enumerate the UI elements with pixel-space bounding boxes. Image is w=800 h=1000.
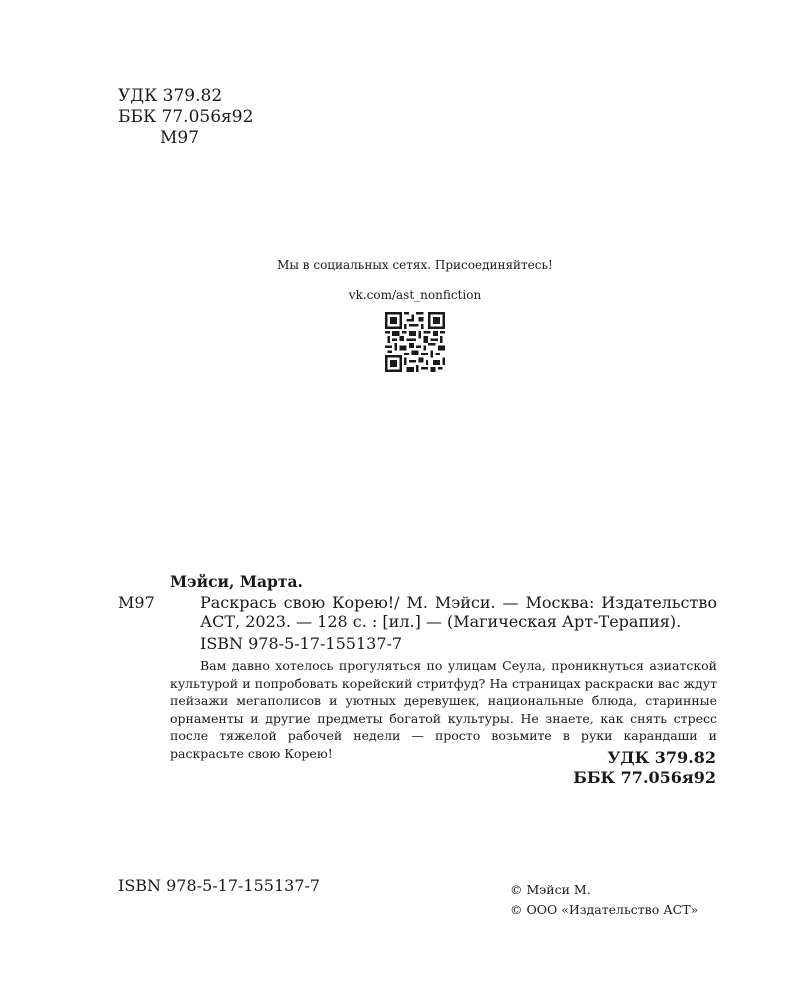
- classification-block: [118, 86, 253, 149]
- catalog-annotation: Вам давно хотелось прогуляться по улицам Сеула, проникнуться азиатской культурой и попробовать корейский стритфуд? На страницах раскраски вас ждут пейзажи мегаполисов и уютных деревушек, национальные блюда, старинные орнаменты и другие предметы богатой культуры. Не знаете, как снять стресс после тяжелой рабочей недели — просто возьмите в руки карандаши и раскрасьте свою Корею!: [170, 658, 717, 761]
- footer-isbn: ISBN 978-5-17-155137-7: [118, 876, 321, 895]
- author-sign: М97: [160, 128, 200, 148]
- copyright-block: [510, 880, 698, 920]
- catalog-title-line: Раскрась свою Корею!/ М. Мэйси. — Москва: Издательство АСТ, 2023. — 128 с. : [ил.] — (Магическая Арт-Терапия).: [200, 593, 717, 631]
- catalog-author-sign: М97: [118, 593, 155, 612]
- catalog-bbk: ББК 77.056я92: [573, 768, 716, 787]
- copyright-publisher: © ООО «Издательство АСТ»: [510, 902, 699, 917]
- catalog-udk: УДК 379.82: [607, 748, 716, 767]
- catalog-isbn: ISBN 978-5-17-155137-7: [200, 634, 403, 653]
- qr-code-icon[interactable]: [385, 312, 445, 372]
- catalog-classification: [573, 748, 716, 788]
- catalog-author: Мэйси, Марта.: [170, 572, 303, 591]
- udk-code: УДК 379.82: [118, 86, 223, 106]
- social-invite: Мы в социальных сетях. Присоединяйтесь!: [277, 258, 553, 272]
- social-url[interactable]: vk.com/ast_nonfiction: [348, 288, 482, 302]
- copyright-author: © Мэйси М.: [510, 882, 591, 897]
- bbk-code: ББК 77.056я92: [118, 107, 254, 127]
